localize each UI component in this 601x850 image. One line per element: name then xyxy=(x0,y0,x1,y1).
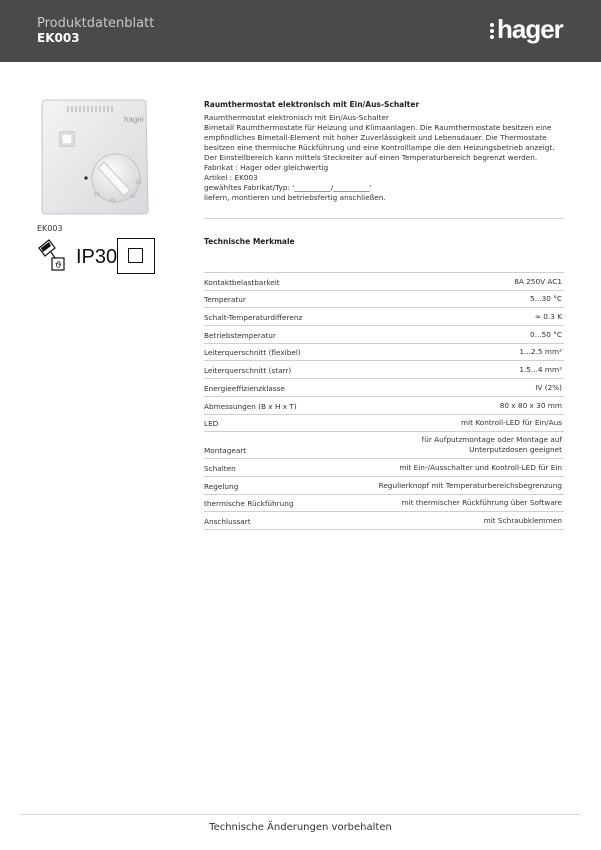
description-line: Der Einstellbereich kann mittels Steckreiter auf einen Temperaturbereich begrenzt werden. xyxy=(204,153,538,162)
spec-key: Schalten xyxy=(204,463,236,473)
spec-row xyxy=(204,379,564,397)
spec-value: 1.5...4 mm² xyxy=(519,365,562,375)
spec-value: 8A 250V AC1 xyxy=(514,276,562,286)
spec-value: mit Schraubklemmen xyxy=(483,515,562,525)
product-title: Raumthermostat elektronisch mit Ein/Aus-Schalter xyxy=(204,100,420,109)
spec-key: Betriebstemperatur xyxy=(204,330,276,340)
spec-value xyxy=(422,435,562,455)
footer-divider xyxy=(20,814,581,815)
spec-row xyxy=(204,432,564,459)
spec-value: ≈ 0.3 K xyxy=(534,312,562,322)
description-line: besitzen eine thermische Rückführung und eine Kontrolllampe die den Heizungsbetrieb anzeigt. xyxy=(204,143,555,152)
spec-row xyxy=(204,397,564,415)
spec-key: Regelung xyxy=(204,481,239,491)
description-line: Raumthermostat elektronisch mit Ein/Aus-Schalter xyxy=(204,113,389,122)
spec-value: 1...2.5 mm² xyxy=(519,347,562,357)
spec-value-line: Unterputzdosen geeignet xyxy=(469,445,562,455)
description-line: gewähltes Fabrikat/Typ: '__________/__________' xyxy=(204,183,372,192)
spec-key: Montageart xyxy=(204,446,247,456)
spec-value: 5...30 °C xyxy=(530,294,562,304)
spec-value: 0...50 °C xyxy=(530,329,562,339)
spec-row xyxy=(204,308,564,326)
spec-row xyxy=(204,415,564,433)
svg-text:10: 10 xyxy=(94,192,100,197)
spec-value: mit Kontroll-LED für Ein/Aus xyxy=(461,418,562,428)
footer-text: Technische Änderungen vorbehalten xyxy=(209,822,392,833)
spec-row xyxy=(204,361,564,379)
logo-dots-icon xyxy=(490,23,495,39)
description-line: Fabrikat : Hager oder gleichwertig xyxy=(204,163,329,172)
protection-class-icon xyxy=(117,238,155,274)
svg-text:hager: hager xyxy=(124,115,145,124)
svg-text:25: 25 xyxy=(136,180,142,185)
spec-row xyxy=(204,344,564,362)
spec-key: Temperatur xyxy=(204,295,246,305)
spec-row xyxy=(204,495,564,513)
description-line: empfindliches Bimetall-Element mit hoher Zuverlässigkeit und Lebensdauer. Die Thermostate xyxy=(204,133,547,142)
section-title: Technische Merkmale xyxy=(204,237,295,246)
document-id: EK003 xyxy=(37,31,80,45)
spec-row xyxy=(204,477,564,495)
spec-table xyxy=(204,272,564,530)
page-header xyxy=(0,0,601,62)
spec-key: Leiterquerschnitt (starr) xyxy=(204,366,292,376)
spec-row xyxy=(204,512,564,530)
brand-logo xyxy=(490,14,563,45)
image-caption: EK003 xyxy=(37,224,63,233)
spec-row xyxy=(204,273,564,291)
product-description xyxy=(204,113,566,203)
spec-row xyxy=(204,326,564,344)
spec-key: Kontaktbelastbarkeit xyxy=(204,277,280,287)
spec-key: Schalt-Temperaturdifferenz xyxy=(204,313,303,323)
section-divider xyxy=(204,218,564,219)
spec-value-line: für Aufputzmontage oder Montage auf xyxy=(421,435,562,445)
svg-text:20: 20 xyxy=(130,194,136,199)
description-line: Bimetall Raumthermostate für Heizung und Klimaanlagen. Die Raumthermostate besitzen eine xyxy=(204,123,552,132)
spec-row xyxy=(204,459,564,477)
ip-rating: IP30 xyxy=(76,246,118,268)
spec-key: Leiterquerschnitt (flexibel) xyxy=(204,348,301,358)
description-line: liefern, montieren und betriebsfertig anschließen. xyxy=(204,193,386,202)
document-type: Produktdatenblatt xyxy=(37,16,155,31)
brand-name: hager xyxy=(497,14,563,44)
spec-value: mit Ein-/Ausschalter und Kontroll-LED für Ein xyxy=(399,462,562,472)
spec-value: mit thermischer Rückführung über Software xyxy=(401,498,562,508)
spec-value: IV (2%) xyxy=(535,382,562,392)
spec-key: Energieeffizienzklasse xyxy=(204,383,285,393)
svg-text:ϑ: ϑ xyxy=(55,261,62,271)
svg-text:15: 15 xyxy=(110,198,116,203)
spec-key: thermische Rückführung xyxy=(204,499,294,509)
description-line: Artikel : EK003 xyxy=(204,173,258,182)
spec-row xyxy=(204,291,564,309)
spec-key: LED xyxy=(204,419,219,429)
spec-value: Regulierknopf mit Temperaturbereichsbegrenzung xyxy=(378,480,562,490)
spec-value: 80 x 80 x 30 mm xyxy=(499,400,562,410)
room-thermostat-image xyxy=(38,98,150,216)
protection-class-inner-square xyxy=(128,248,143,263)
spec-key: Anschlussart xyxy=(204,516,251,526)
spec-key: Abmessungen (B x H x T) xyxy=(204,401,297,411)
